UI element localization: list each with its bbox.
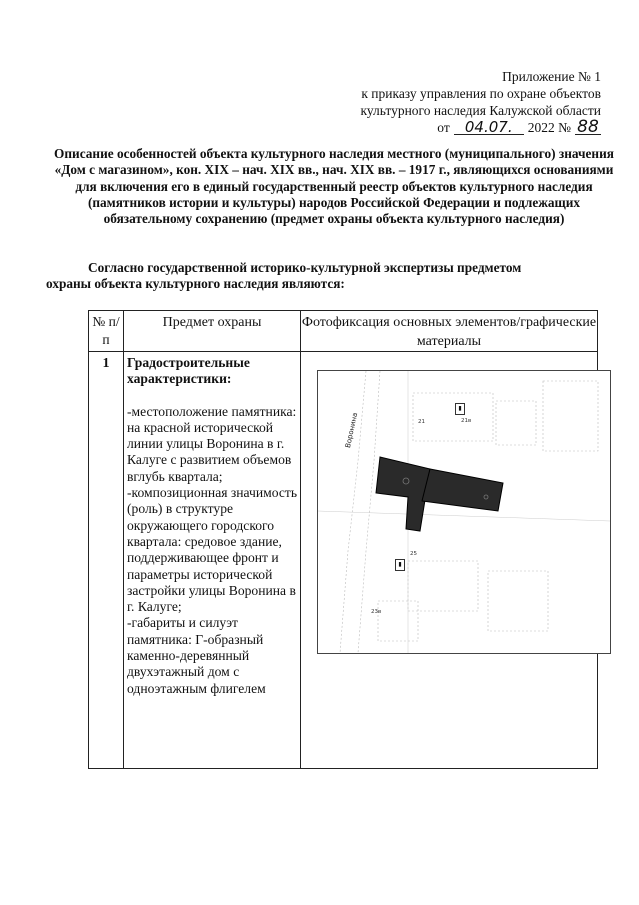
document-title: Описание особенностей объекта культурного наследия местного (муниципального) значения «Дом с магазином», кон. XIX – нач. XIX вв., нач. XIX вв. – 1917 г., являющихся основаниями для включения его в единый государственный реестр объектов культурного наследия (памятников истории и культуры) народов Российской Федерации и подлежащих обязательному сохранению (предмет охраны объекта культурного наследия) — [54, 146, 614, 227]
intro-paragraph: Согласно государственной историко-культурной экспертизы предметом охраны объекта культурного наследия являются: — [46, 260, 522, 292]
street-label: Воронина — [344, 411, 360, 449]
date-prefix: от — [437, 120, 450, 135]
appendix-title: Приложение № 1 — [502, 69, 601, 84]
header-photo: Фотофиксация основных элементов/графические материалы — [301, 311, 598, 352]
row-number: 1 — [89, 352, 124, 769]
handwritten-number: 88 — [575, 120, 601, 135]
appendix-line3: культурного наследия Калужской области — [360, 103, 601, 118]
map-label: 21 — [418, 419, 425, 425]
wing-building — [422, 469, 503, 511]
appendix-line2: к приказу управления по охране объектов — [361, 86, 601, 101]
appendix-header — [301, 68, 601, 136]
protection-table — [88, 310, 598, 769]
photo-cell — [301, 352, 598, 769]
subject-text: -местоположение памятника: на красной исторической линии улицы Воронина в г. Калуге с развитием объемов вглубь квартала; -композиционная значимость (роль) в структуре окружающего городского квартала: средовое здание, поддерживающее фронт и параметры исторической застройки улицы Воронина в г. Калуге; -габариты и силуэт памятника: Г-образный каменно-деревянный двухэтажный дом с одноэтажным флигелем — [127, 403, 298, 696]
header-subject: Предмет охраны — [124, 311, 301, 352]
year-label: 2022 № — [527, 120, 571, 135]
header-num: № п/п — [89, 311, 124, 352]
monument-marker-icon: ▮ — [395, 559, 405, 571]
subject-cell — [124, 352, 301, 769]
main-building — [376, 457, 430, 531]
table-row — [89, 352, 598, 769]
subject-heading: Градостроительные характеристики: — [127, 355, 250, 387]
map-label: 23в — [371, 609, 382, 615]
handwritten-date: 04.07. — [454, 120, 524, 135]
table-header-row — [89, 311, 598, 352]
appendix-date-line — [437, 119, 601, 136]
monument-marker-icon: ▮ — [455, 403, 465, 415]
map-label: 21в — [461, 418, 472, 424]
map-label: 25 — [410, 551, 417, 557]
site-map — [317, 370, 611, 654]
